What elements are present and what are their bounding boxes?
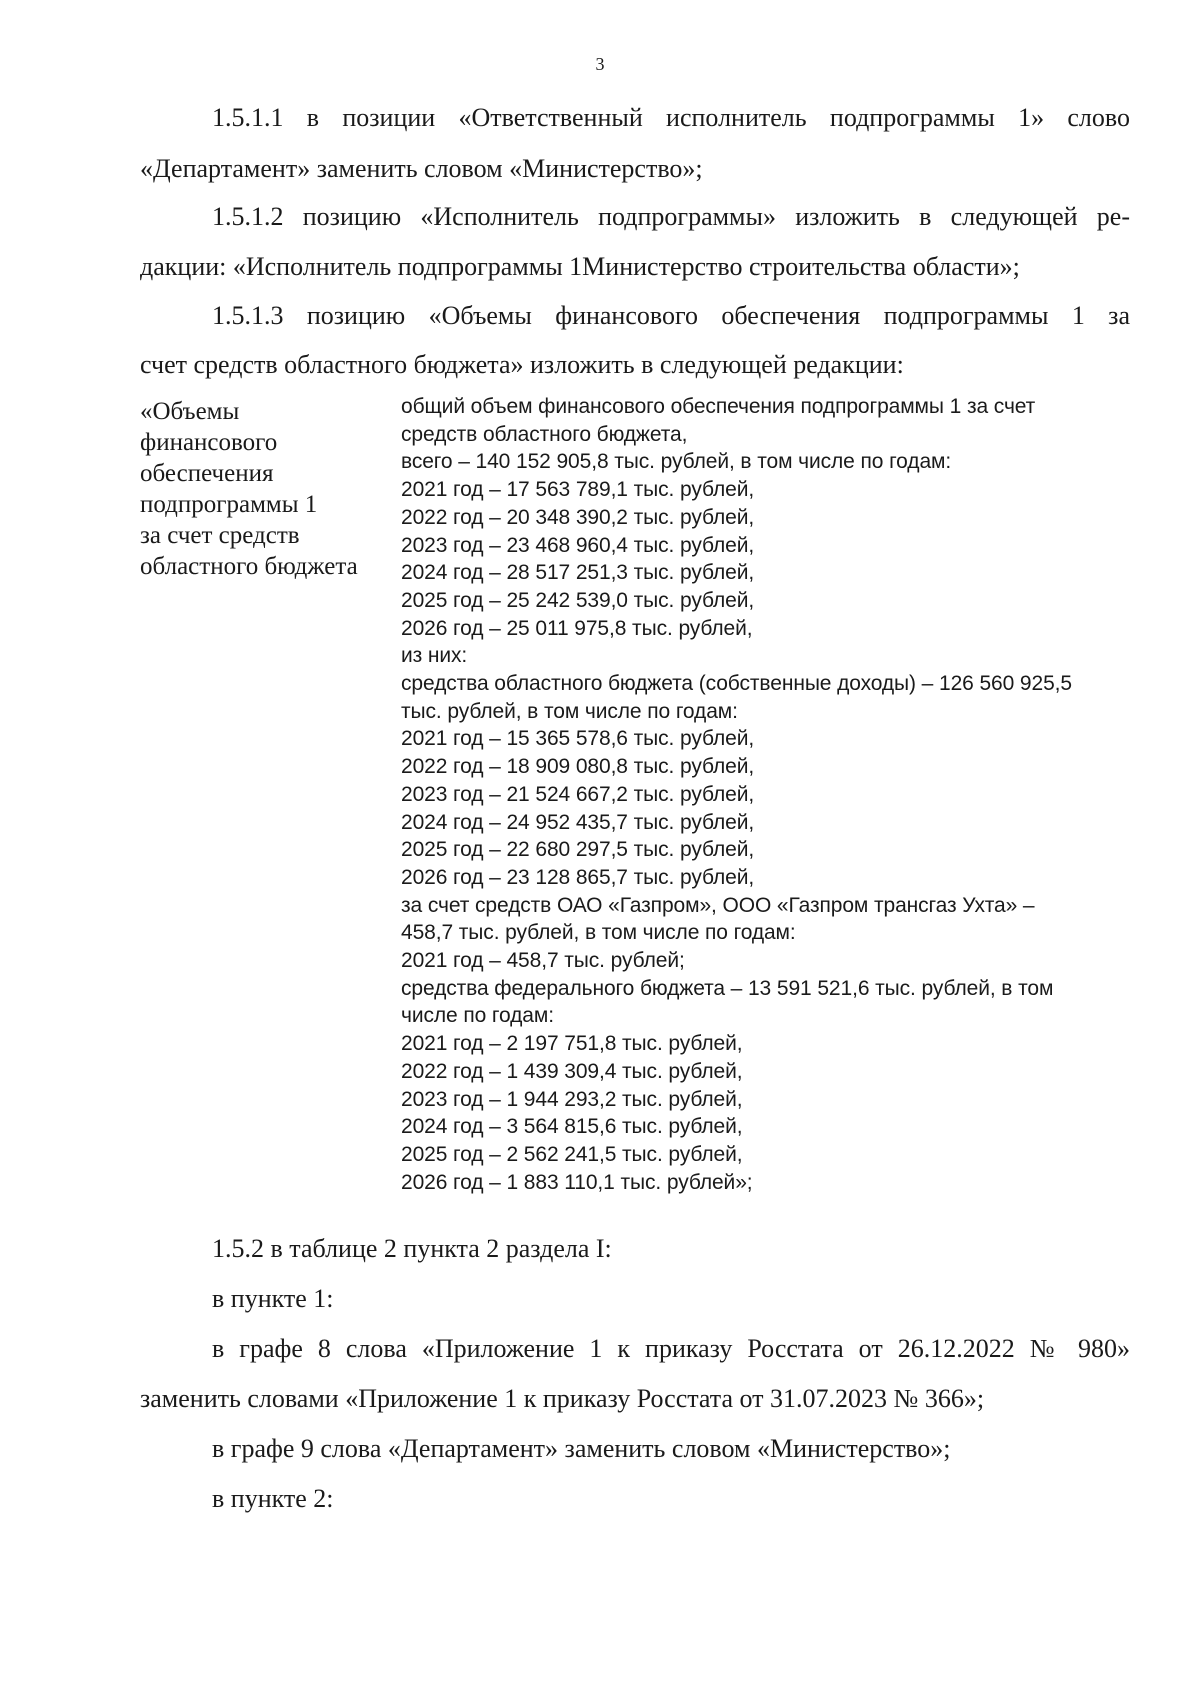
passport-value-line: 2024 год – 28 517 251,3 тыс. рублей, (401, 561, 755, 585)
passport-value-line: 2021 год – 2 197 751,8 тыс. рублей, (401, 1032, 743, 1056)
funding-passport-block (140, 393, 1130, 1196)
paragraph-column-8-cont: заменить словами «Приложение 1 к приказу Росстата от 31.07.2023 № 366»; (140, 1384, 985, 1413)
passport-value-line: всего – 140 152 905,8 тыс. рублей, в том числе по годам: (401, 450, 952, 474)
paragraph-1-5-2: 1.5.2 в таблице 2 пункта 2 раздела I: (212, 1234, 612, 1263)
paragraph-1-5-1-2: 1.5.1.2 позицию «Исполнитель подпрограммы» изложить в следующей ре- (212, 202, 1130, 231)
passport-value-line: 2026 год – 1 883 110,1 тыс. рублей»; (401, 1170, 753, 1194)
passport-value-line: 2026 год – 23 128 865,7 тыс. рублей, (401, 865, 755, 889)
paragraph-item-2: в пункте 2: (212, 1484, 334, 1513)
passport-value-line: 2022 год – 20 348 390,2 тыс. рублей, (401, 505, 755, 529)
passport-value-line: из них: (401, 644, 468, 668)
passport-value-line: 2021 год – 458,7 тыс. рублей; (401, 949, 685, 973)
passport-label-line: областного бюджета (140, 553, 358, 580)
passport-value (398, 393, 1072, 1196)
passport-value-line: числе по годам: (401, 1004, 554, 1028)
passport-value-line: 2026 год – 25 011 975,8 тыс. рублей, (401, 616, 753, 640)
passport-value-line: 2023 год – 1 944 293,2 тыс. рублей, (401, 1087, 743, 1111)
passport-value-line: 458,7 тыс. рублей, в том числе по годам: (401, 921, 796, 945)
paragraph-1-5-1-3-cont: счет средств областного бюджета» изложить в следующей редакции: (140, 350, 904, 379)
passport-value-line: тыс. рублей, в том числе по годам: (401, 699, 738, 723)
passport-label-line: обеспечения (140, 460, 274, 487)
passport-label-line: за счет средств (140, 522, 300, 549)
passport-value-line: 2025 год – 2 562 241,5 тыс. рублей, (401, 1142, 743, 1166)
passport-label (140, 393, 398, 1196)
paragraph-1-5-1-2-cont: дакции: «Исполнитель подпрограммы 1Министерство строительства области»; (140, 252, 1020, 281)
passport-value-line: за счет средств ОАО «Газпром», ООО «Газпром трансгаз Ухта» – (401, 893, 1035, 917)
passport-label-line: «Объемы (140, 398, 240, 425)
passport-value-line: средства федерального бюджета – 13 591 521,6 тыс. рублей, в том (401, 976, 1054, 1000)
passport-value-line: 2021 год – 15 365 578,6 тыс. рублей, (401, 727, 755, 751)
passport-value-line: 2021 год – 17 563 789,1 тыс. рублей, (401, 478, 755, 502)
passport-label-line: финансового (140, 429, 278, 456)
paragraph-1-5-1-1-cont: «Департамент» заменить словом «Министерство»; (140, 154, 703, 183)
passport-value-line: 2024 год – 3 564 815,6 тыс. рублей, (401, 1115, 743, 1139)
passport-value-line: 2022 год – 18 909 080,8 тыс. рублей, (401, 755, 755, 779)
paragraph-column-9: в графе 9 слова «Департамент» заменить словом «Министерство»; (212, 1434, 951, 1463)
passport-value-line: средств областного бюджета, (401, 422, 688, 446)
passport-value-line: 2023 год – 21 524 667,2 тыс. рублей, (401, 782, 755, 806)
paragraph-column-8: в графе 8 слова «Приложение 1 к приказу Росстата от 26.12.2022 № 980» (212, 1334, 1130, 1363)
passport-value-line: общий объем финансового обеспечения подпрограммы 1 за счет (401, 395, 1036, 418)
passport-value-line: 2025 год – 25 242 539,0 тыс. рублей, (401, 588, 755, 612)
paragraph-1-5-1-3: 1.5.1.3 позицию «Объемы финансового обеспечения подпрограммы 1 за (212, 301, 1130, 330)
page-number: 3 (595, 54, 605, 74)
passport-value-line: средства областного бюджета (собственные доходы) – 126 560 925,5 (401, 672, 1072, 696)
passport-value-line: 2022 год – 1 439 309,4 тыс. рублей, (401, 1059, 743, 1083)
passport-label-line: подпрограммы 1 (140, 491, 318, 518)
passport-value-line: 2024 год – 24 952 435,7 тыс. рублей, (401, 810, 755, 834)
paragraph-item-1: в пункте 1: (212, 1284, 334, 1313)
paragraph-1-5-1-1: 1.5.1.1 в позиции «Ответственный исполнитель подпрограммы 1» слово (212, 103, 1130, 132)
passport-value-line: 2025 год – 22 680 297,5 тыс. рублей, (401, 838, 755, 862)
passport-value-line: 2023 год – 23 468 960,4 тыс. рублей, (401, 533, 755, 557)
